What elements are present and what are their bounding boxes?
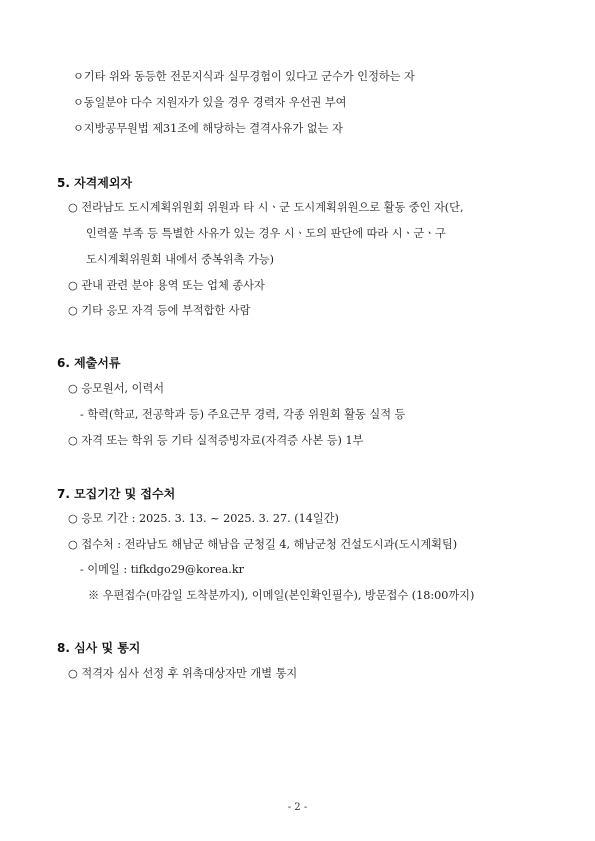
criteria-item: ㅇ기타 위와 동등한 전문지식과 실무경험이 있다고 군수가 인정하는 자 xyxy=(73,70,415,83)
section-heading-documents: 6. 제출서류 xyxy=(57,356,121,370)
page-number: - 2 - xyxy=(287,802,308,813)
application-address: ○ 접수처 : 전라남도 해남군 해남읍 군청길 4, 해남군청 건설도시과(도시계획팀) xyxy=(68,538,458,551)
review-item: ○ 적격자 심사 선정 후 위촉대상자만 개별 통지 xyxy=(68,667,298,680)
section-heading-application: 7. 모집기간 및 접수처 xyxy=(57,487,176,501)
document-item: ○ 응모원서, 이력서 xyxy=(68,382,165,395)
section-heading-review: 8. 심사 및 통지 xyxy=(57,641,141,655)
criteria-item: ㅇ지방공무원법 제31조에 해당하는 결격사유가 없는 자 xyxy=(73,122,343,135)
document-subitem: - 학력(학교, 전공학과 등) 주요근무 경력, 각종 위원회 활동 실적 등 xyxy=(80,408,406,421)
application-note: ※ 우편접수(마감일 도착분까지), 이메일(본인확인필수), 방문접수 (18:00까지) xyxy=(88,589,475,602)
application-period: ○ 응모 기간 : 2025. 3. 13. ~ 2025. 3. 27. (14일간) xyxy=(68,512,339,525)
exclusion-item: ○ 전라남도 도시계획위원회 위원과 타 시ㆍ군 도시계획위원으로 활동 중인 자(단, xyxy=(68,201,464,214)
exclusion-item: ○ 기타 응모 자격 등에 부적합한 사람 xyxy=(68,304,251,317)
section-heading-exclusions: 5. 자격제외자 xyxy=(57,176,133,190)
exclusion-item: ○ 관내 관련 분야 용역 또는 업체 종사자 xyxy=(68,279,265,292)
criteria-item: ㅇ동일분야 다수 지원자가 있을 경우 경력자 우선권 부여 xyxy=(73,96,347,109)
exclusion-item-continued: 도시계획위원회 내에서 중복위촉 가능) xyxy=(86,253,274,266)
document-item: ○ 자격 또는 학위 등 기타 실적증빙자료(자격증 사본 등) 1부 xyxy=(68,434,364,447)
application-email: - 이메일 : tifkdgo29@korea.kr xyxy=(80,563,244,576)
exclusion-item-continued: 인력풀 부족 등 특별한 사유가 있는 경우 시ㆍ도의 판단에 따라 시ㆍ군ㆍ구 xyxy=(86,227,446,240)
